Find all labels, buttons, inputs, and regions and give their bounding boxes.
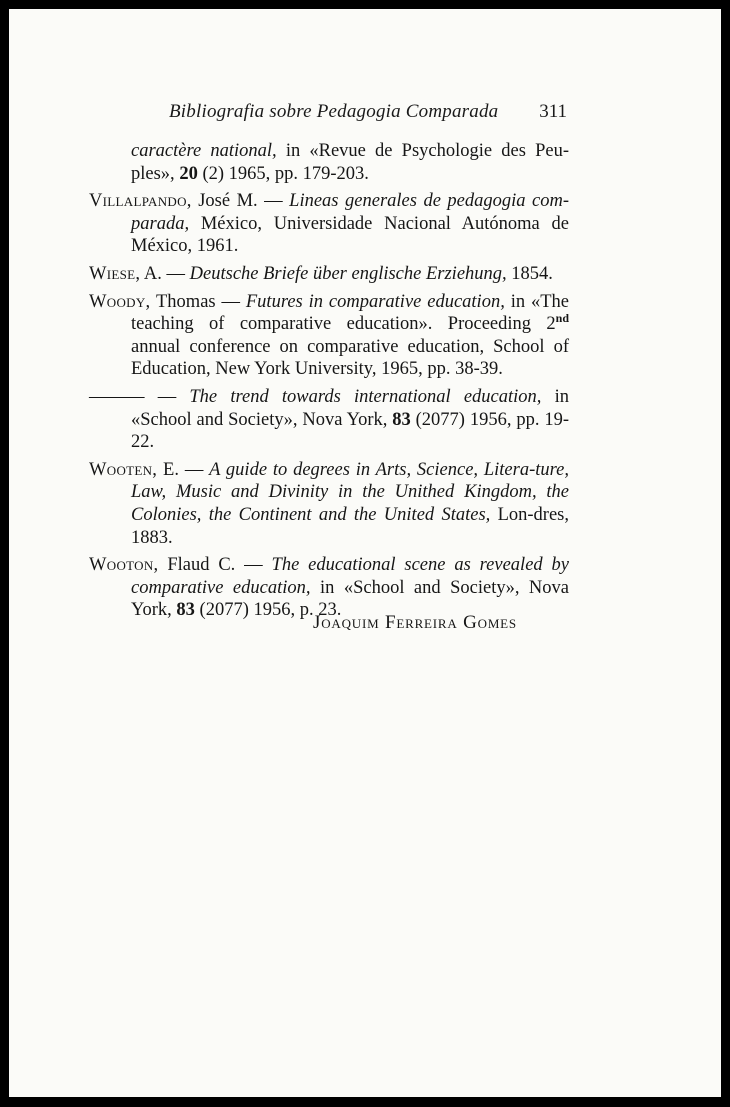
entry-author: Woody, [89, 291, 151, 312]
entry-details: (2077) 1956, p. 23. [194, 600, 342, 621]
bibliography-entry [89, 263, 569, 286]
entry-source: in «Revue de Psychologie des Peu-ples», [131, 141, 569, 184]
bibliography-list [89, 140, 569, 627]
entry-author-rest: A. — [140, 263, 190, 284]
ordinal-superscript: nd [555, 311, 569, 326]
entry-title: The educational scene as revealed by comparative education, [131, 555, 569, 598]
bibliography-entry [89, 190, 569, 258]
entry-source: in «School and Society», Nova York, [131, 386, 570, 430]
running-head [9, 101, 721, 127]
entry-title: A guide to degrees in Arts, Science, Litera-ture, Law, Music and Divinity in the Unithed Kingdom, the Colonies, the Continent and the United States, [131, 459, 569, 525]
entry-volume: 83 [392, 409, 411, 430]
entry-details: (2077) 1956, pp. 19-22. [131, 409, 569, 453]
entry-details: Lon-dres, 1883. [131, 504, 569, 548]
entry-details: (2) 1965, pp. 179-203. [197, 163, 369, 184]
entry-volume: 83 [176, 600, 195, 621]
entry-author-rest: Flaud C. — [158, 555, 272, 576]
entry-details-cont: annual conference on comparative education, School of Education, New York University, 1965, pp. 38-39. [131, 336, 569, 380]
entry-author: Villalpando, [89, 191, 192, 212]
entry-author-rest: José M. — [191, 191, 290, 212]
entry-title: Futures in comparative education, [245, 291, 505, 312]
entry-author: Wooten, [89, 459, 158, 480]
bibliography-entry [89, 459, 569, 549]
page-number: 311 [539, 101, 567, 122]
bibliography-entry [89, 291, 569, 381]
entry-title: Lineas generales de pedagogia com-parada, [131, 191, 569, 234]
bibliography-entry-continued [89, 140, 569, 185]
entry-author-rest: Thomas — [150, 291, 246, 312]
entry-title: caractère national, [131, 141, 277, 161]
entry-volume: 20 [179, 163, 198, 184]
author-signature: Joaquim Ferreira Gomes [313, 612, 517, 633]
entry-details: México, Universidade Nacional Autónoma de México, 1961. [131, 213, 569, 257]
entry-author: Wooton, [89, 555, 159, 576]
document-page [9, 9, 721, 1097]
entry-author: Wiese, [89, 263, 141, 284]
entry-details: 1854. [506, 263, 553, 284]
running-title: Bibliografia sobre Pedagogia Comparada [169, 101, 499, 122]
entry-title: Deutsche Briefe über englische Erziehung, [189, 263, 507, 284]
entry-author-rest: E. — [157, 459, 210, 480]
ditto-dash: ——— — [89, 386, 190, 407]
entry-details: in «The teaching of comparative education». Proceeding 2 [131, 291, 569, 335]
entry-title: The trend towards international education, [189, 386, 542, 407]
entry-source: in «School and Society», Nova York, [131, 577, 569, 621]
bibliography-entry [89, 386, 569, 454]
